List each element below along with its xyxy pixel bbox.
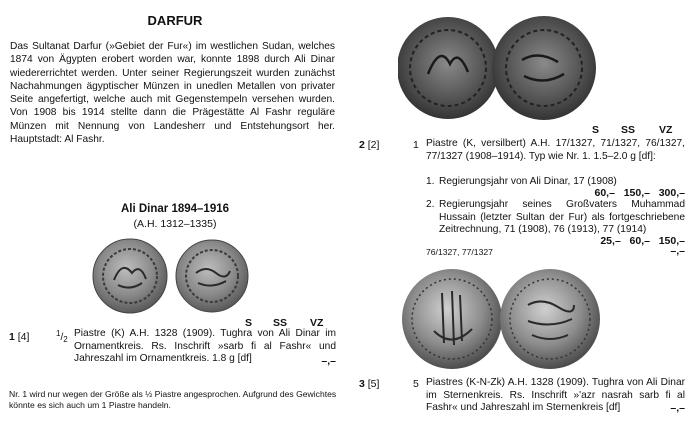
entry-2-ref: [2] bbox=[367, 139, 380, 151]
col-vz-left: VZ bbox=[310, 317, 324, 329]
coin-3-reverse bbox=[500, 269, 600, 369]
denom-denominator: 2 bbox=[63, 335, 68, 344]
entry-3-denomination: 5 bbox=[413, 378, 419, 390]
entry-1-number bbox=[9, 331, 29, 343]
entry-3-num: 3 bbox=[359, 378, 365, 390]
ruler-heading: Ali Dinar 1894–1916 bbox=[120, 203, 230, 215]
entry-1-price: –,– bbox=[321, 355, 336, 368]
entry-1-ref: [4] bbox=[17, 331, 30, 343]
coin-3-obverse bbox=[402, 269, 502, 369]
coin-2-images bbox=[398, 14, 598, 124]
entry-1-num: 1 bbox=[9, 331, 15, 343]
entry-2-sub-1-prices: 60,– 150,– 300,– bbox=[594, 187, 685, 199]
entry-2-number bbox=[359, 139, 379, 151]
entry-2-sub-2-index: 2. bbox=[426, 199, 435, 210]
page-title: DARFUR bbox=[147, 13, 203, 28]
col-vz-right: VZ bbox=[659, 124, 673, 136]
coin-2-obverse bbox=[398, 17, 499, 119]
denom-numerator: 1 bbox=[56, 329, 61, 338]
entry-1-description bbox=[74, 328, 336, 368]
entry-2-extra-price: –,– bbox=[670, 245, 685, 257]
intro-paragraph: Das Sultanat Darfur (»Gebiet der Fur«) im westlichen Sudan, welches 1874 von Ägypten erobert worden war, konnte 1898 durch Ali Dinar wiedererrichtet werden. Unter seiner Regierungszeit wurden zunächst Nachahmungen ägyptischer Münzen in unedlen Metallen von privater Seite angefertigt, welche auch mit Gegenstempeln versehen wurden. Von 1908 bis 1914 stellte dann die Prägestätte Al Fashr reguläre Münzen mit Nennung von Landesherr und Entstehungsort her. Hauptstadt: Al Fashr. bbox=[10, 41, 335, 146]
coin-1-obverse bbox=[93, 239, 167, 313]
ruler-years: (A.H. 1312–1335) bbox=[133, 218, 217, 230]
entry-3-description bbox=[426, 377, 685, 415]
entry-2-sub-2-text: Regierungsjahr seines Großvaters Muhammad Hussain (letzter Sultan der Fur) als fortgeschriebene Zeitrechnung, 71 (1908), 76 (1913), 77 (1914) bbox=[439, 199, 685, 236]
col-s-left: S bbox=[245, 317, 253, 329]
footnote: Nr. 1 wird nur wegen der Größe als ½ Piastre angesprochen. Aufgrund des Gewichtes könnte es sich auch um 1 Piastre handeln. bbox=[9, 389, 337, 410]
coin-2-reverse bbox=[492, 16, 596, 120]
entry-1-text: Piastre (K) A.H. 1328 (1909). Tughra von Ali Dinar im Ornamentkreis. Rs. Inschrift »sarb fi al Fashr« und Jahreszahl im Ornamentkreis. 1.8 g [df] bbox=[74, 328, 336, 365]
coin-1-reverse bbox=[176, 240, 248, 312]
entry-3-number bbox=[359, 378, 379, 390]
entry-2-sub-2-prices: 25,– 60,– 150,– bbox=[600, 235, 685, 247]
col-ss-left: SS bbox=[273, 317, 288, 329]
entry-2-description: Piastre (K, versilbert) A.H. 17/1327, 71/1327, 76/1327, 77/1327 (1908–1914). Typ wie Nr. 1. 1.5–2.0 g [df]: bbox=[426, 138, 685, 162]
entry-2-num: 2 bbox=[359, 139, 365, 151]
entry-2-sub-1-index: 1. bbox=[426, 176, 435, 187]
entry-3-text: Piastres (K-N-Zk) A.H. 1328 (1909). Tughra von Ali Dinar im Sternenkreis. Rs. Inschrift »'azr nasrah sarb fi al Fashr« und Jahreszahl im Sternenkreis [df] bbox=[426, 377, 685, 414]
entry-2-sub-1-text: Regierungsjahr von Ali Dinar, 17 (1908) bbox=[439, 176, 617, 187]
entry-2-extra: 76/1327, 77/1327 bbox=[426, 247, 493, 257]
entry-3-price: –,– bbox=[670, 402, 685, 415]
col-ss-right: SS bbox=[621, 124, 636, 136]
coin-1-images bbox=[92, 235, 252, 317]
coin-3-images bbox=[402, 265, 602, 375]
entry-3-ref: [5] bbox=[367, 378, 380, 390]
entry-1-denomination: $^1/_2$ bbox=[56, 329, 68, 344]
entry-2-denomination: 1 bbox=[413, 139, 419, 151]
col-s-right: S bbox=[592, 124, 600, 136]
